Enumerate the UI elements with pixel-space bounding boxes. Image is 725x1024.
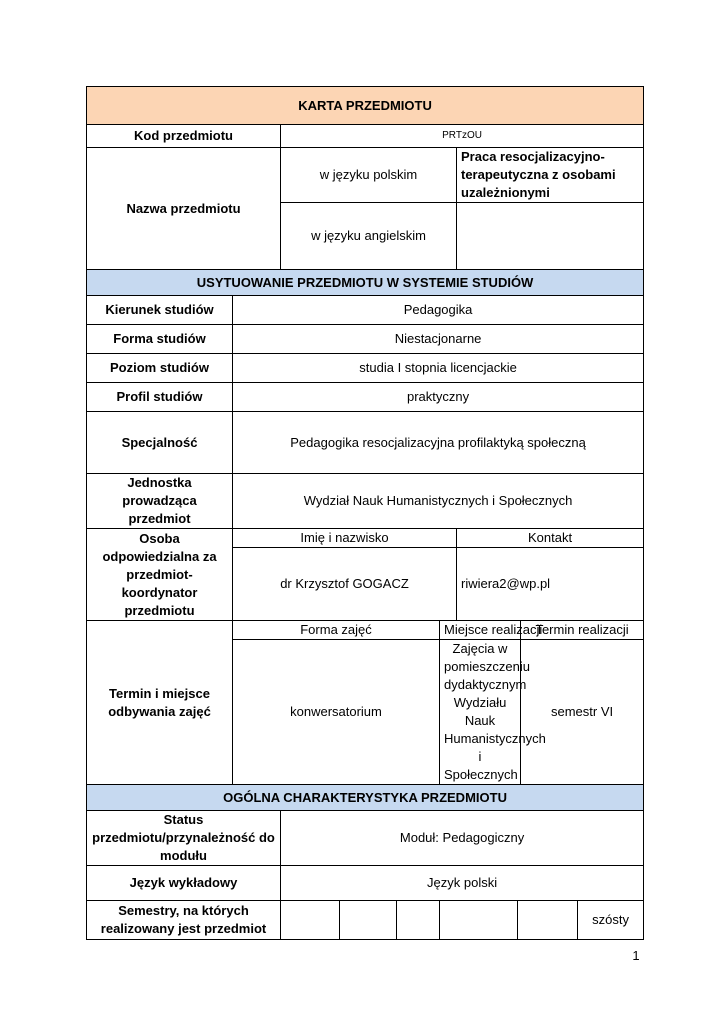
poziom-label: Poziom studiów [87, 354, 233, 383]
section-header-studies: USYTUOWANIE PRZEDMIOTU W SYSTEMIE STUDIÓW [87, 270, 644, 296]
status-value: Moduł: Pedagogiczny [281, 811, 644, 866]
termin-miejsce: Zajęcia w pomieszczeniu dydaktycznym Wydziału Nauk Humanistycznych i Społecznych [440, 640, 521, 785]
section-header-general: OGÓLNA CHARAKTERYSTYKA PRZEDMIOTU [87, 785, 644, 811]
forma-label: Forma studiów [87, 325, 233, 354]
semestr-cell [518, 901, 578, 940]
semestr-cell [340, 901, 397, 940]
jezyk-value: Język polski [281, 866, 644, 901]
profil-value: praktyczny [233, 383, 644, 412]
jezyk-label: Język wykładowy [87, 866, 281, 901]
termin-termin: semestr VI [521, 640, 644, 785]
semestr-cell [397, 901, 440, 940]
card-title: KARTA PRZEDMIOTU [87, 87, 644, 125]
kod-label: Kod przedmiotu [87, 125, 281, 148]
poziom-value: studia I stopnia licencjackie [233, 354, 644, 383]
status-label: Status przedmiotu/przynależność do modułu [87, 811, 281, 866]
termin-label: Termin i miejsce odbywania zajęć [87, 621, 233, 785]
termin-termin-header: Termin realizacji [521, 621, 644, 640]
semestry-label: Semestry, na których realizowany jest przedmiot [87, 901, 281, 940]
nazwa-en-label: w języku angielskim [281, 203, 457, 270]
termin-forma-header: Forma zajęć [233, 621, 440, 640]
osoba-contact-header: Kontakt [457, 529, 644, 548]
osoba-name-header: Imię i nazwisko [233, 529, 457, 548]
jednostka-value: Wydział Nauk Humanistycznych i Społecznych [233, 474, 644, 529]
nazwa-label: Nazwa przedmiotu [87, 148, 281, 270]
jednostka-label: Jednostka prowadząca przedmiot [87, 474, 233, 529]
osoba-contact: riwiera2@wp.pl [457, 548, 644, 621]
kod-value: PRTzOU [281, 125, 644, 148]
osoba-label: Osoba odpowiedzialna za przedmiot- koordynator przedmiotu [87, 529, 233, 621]
specjalnosc-value: Pedagogika resocjalizacyjna profilaktyką społeczną [233, 412, 644, 474]
kierunek-value: Pedagogika [233, 296, 644, 325]
forma-value: Niestacjonarne [233, 325, 644, 354]
nazwa-pl-label: w języku polskim [281, 148, 457, 203]
profil-label: Profil studiów [87, 383, 233, 412]
nazwa-en-value [457, 203, 644, 270]
semestr-cell [281, 901, 340, 940]
semestr-cell: szósty [578, 901, 644, 940]
semestr-cell [440, 901, 518, 940]
specjalnosc-label: Specjalność [87, 412, 233, 474]
kierunek-label: Kierunek studiów [87, 296, 233, 325]
termin-forma: konwersatorium [233, 640, 440, 785]
osoba-name: dr Krzysztof GOGACZ [233, 548, 457, 621]
course-card-table [86, 86, 644, 940]
nazwa-pl-value: Praca resocjalizacyjno-terapeutyczna z osobami uzależnionymi [457, 148, 644, 203]
page-number: 1 [632, 948, 640, 963]
termin-miejsce-header: Miejsce realizacji [440, 621, 521, 640]
